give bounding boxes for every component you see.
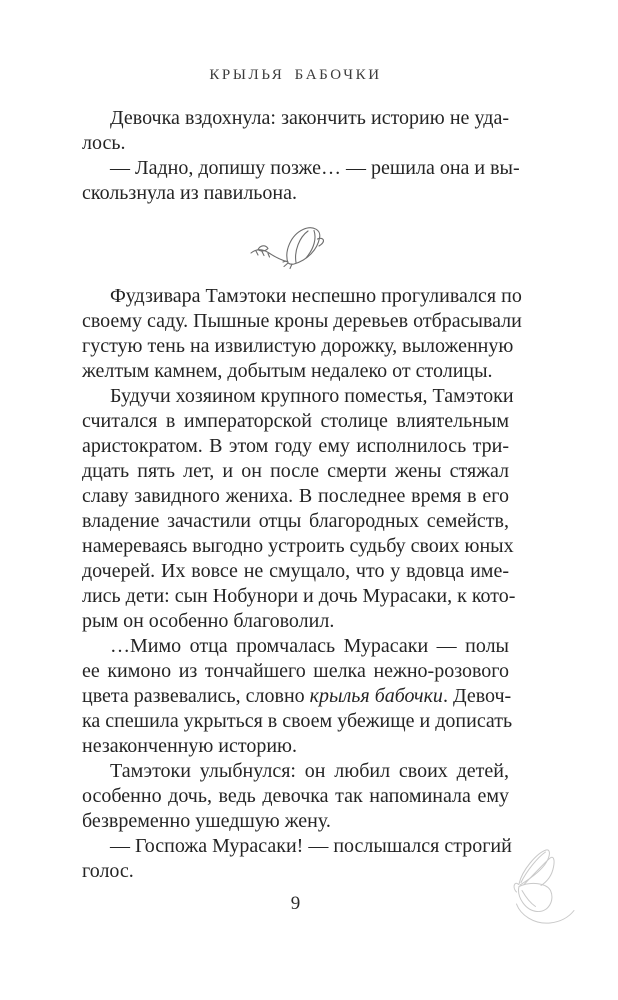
- text-line: Будучи хозяином крупного поместья, Тамэтоки: [110, 385, 514, 407]
- text-line: считался в императорской столице влиятельным: [82, 410, 509, 432]
- paragraph: [82, 106, 509, 156]
- italic-text-segment: крылья бабочки: [309, 685, 443, 707]
- text-line: ка спешила укрыться в своем убежище и дописать: [82, 710, 513, 732]
- text-line: особенно дочь, ведь девочка так напоминала ему: [82, 785, 509, 807]
- text-line: владение зачастили отцы благородных семейств,: [82, 510, 509, 532]
- text-line: безвременно ушедшую жену.: [82, 810, 331, 832]
- text-line: [82, 684, 512, 709]
- text-line: — Ладно, допишу позже… — решила она и вы-: [110, 157, 520, 179]
- text-line: ее кимоно из тончайшего шелка нежно-розового: [82, 660, 509, 682]
- text-line: скользнула из павильона.: [82, 182, 298, 204]
- text-line: Тамэтоки улыбнулся: он любил своих детей,: [110, 760, 509, 782]
- text-block-lower: [82, 284, 522, 884]
- page-number: 9: [290, 893, 301, 914]
- text-block-upper: [82, 106, 520, 206]
- text-line: — Госпожа Мурасаки! — послышался строгий: [110, 835, 512, 857]
- text-line: рым он особенно благоволил.: [82, 610, 335, 632]
- text-line: желтым камнем, добытым недалеко от столицы.: [82, 360, 493, 382]
- paragraph: [82, 156, 520, 206]
- text-line: славу завидного жениха. В последнее время в его: [82, 485, 509, 507]
- text-line: своему саду. Пышные кроны деревьев отбрасывали: [82, 310, 522, 332]
- paragraph: [82, 759, 509, 834]
- text-line: дцать пять лет, и он после смерти жены стяжал: [82, 460, 509, 482]
- text-line: …Мимо отца промчалась Мурасаки — полы: [110, 635, 509, 657]
- text-line: дочерей. Их вовсе не смущало, что у вдовца име-: [82, 560, 509, 582]
- magnolia-bud-sketch-icon: [248, 222, 330, 274]
- butterfly-line-art-icon: [510, 848, 580, 928]
- text-line: лось.: [82, 132, 126, 154]
- paragraph: [82, 634, 513, 759]
- text-line: незаконченную историю.: [82, 735, 297, 757]
- text-line: аристократом. В этом году ему исполнилось три-: [82, 435, 509, 457]
- text-line: густую тень на извилистую дорожку, выложенную: [82, 335, 514, 357]
- paragraph: [82, 284, 522, 384]
- text-segment: цвета развевались, словно: [82, 685, 310, 707]
- text-line: Фудзивара Тамэтоки неспешно прогуливался по: [110, 285, 522, 307]
- text-segment: . Девоч-: [442, 685, 512, 707]
- text-line: голос.: [82, 860, 134, 882]
- running-head: КРЫЛЬЯ БАБОЧКИ: [209, 67, 382, 83]
- paragraph: [82, 384, 516, 634]
- text-line: намереваясь выгодно устроить судьбу своих юных: [82, 535, 514, 557]
- paragraph: [82, 834, 512, 884]
- text-line: Девочка вздохнула: закончить историю не уда-: [110, 107, 509, 129]
- text-line: лись дети: сын Нобунори и дочь Мурасаки, к кото-: [82, 585, 516, 607]
